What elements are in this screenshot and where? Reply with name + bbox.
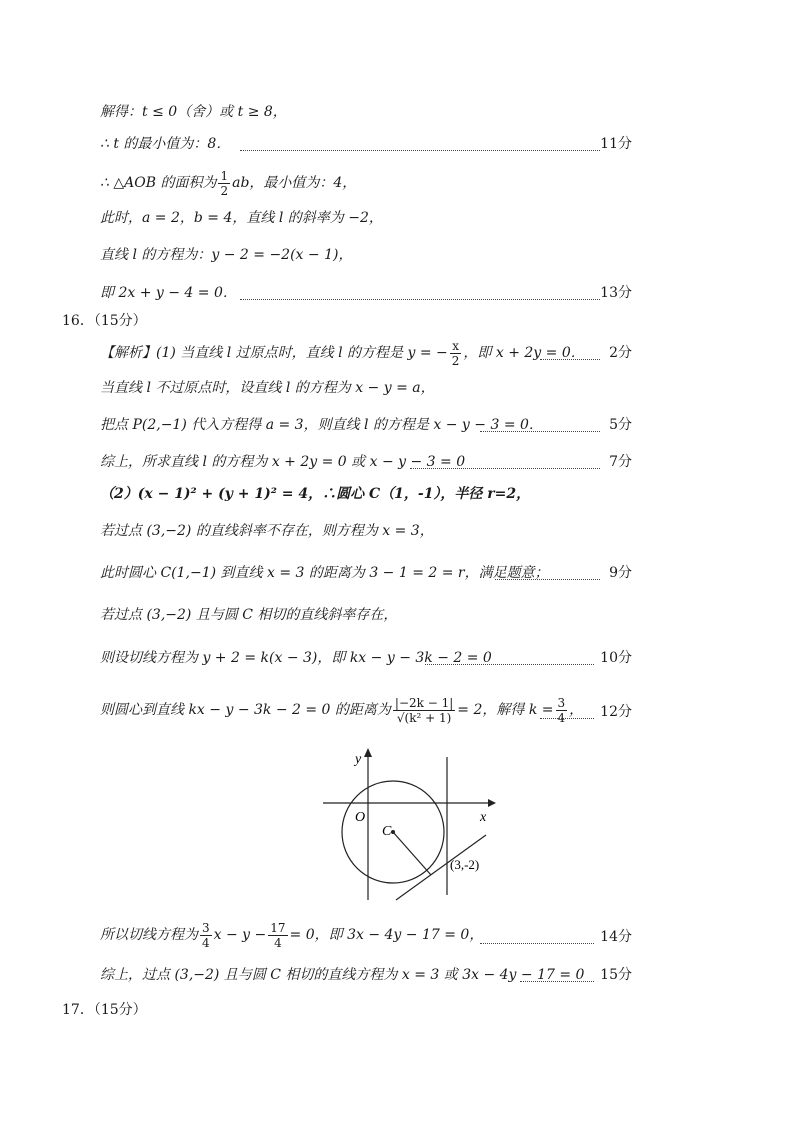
y-axis-arrow [364, 748, 372, 757]
score-label: 10分 [600, 650, 632, 666]
leader-dots [480, 431, 600, 432]
solution-line [100, 603, 632, 627]
solution-text: 综上，所求直线 l 的方程为 x + 2y = 0 或 x − y − 3 = 0 [100, 454, 466, 470]
fraction [556, 696, 568, 725]
fraction [218, 169, 230, 198]
fraction-numerator: 17 [270, 920, 286, 935]
fraction-denominator: 4 [202, 935, 210, 950]
score-label: 5分 [609, 417, 632, 433]
score-label: 15分 [600, 967, 632, 983]
leader-dots [540, 359, 600, 360]
solution-text: 所以切线方程为 [100, 927, 198, 943]
solution-line [100, 450, 632, 474]
fraction-numerator: x [450, 339, 462, 354]
center-point [391, 830, 395, 834]
solution-text: 综上，过点 (3,−2) 且与圆 C 相切的直线方程为 x = 3 或 3x − 4y − 17 = 0 [100, 967, 585, 983]
solution-line [100, 243, 632, 267]
leader-dots [520, 981, 594, 982]
x-axis-arrow [488, 799, 496, 807]
solution-line [100, 376, 632, 400]
solution-line [100, 336, 632, 370]
leader-dots [240, 150, 600, 151]
fraction [450, 339, 462, 368]
solution-line [100, 281, 632, 305]
solution-line [100, 646, 632, 670]
x-axis-label: x [480, 810, 487, 825]
solution-text: ∴ t 的最小值为：8． [100, 136, 231, 152]
fraction-numerator: 3 [557, 695, 566, 710]
point-label: (3,-2) [450, 857, 480, 872]
question-heading [62, 309, 632, 333]
leader-dots [410, 468, 600, 469]
solution-line [100, 561, 632, 585]
solution-text: 直线 l 的方程为：y − 2 = −2(x − 1)， [100, 247, 353, 263]
fraction-denominator: 4 [557, 710, 566, 725]
score-label: 13分 [600, 285, 632, 301]
solution-text: x − y − [213, 927, 267, 943]
fraction [268, 921, 287, 950]
fraction [393, 696, 455, 725]
question-number: 17．（15分） [62, 1002, 147, 1018]
solution-text: 若过点 (3,−2) 且与圆 C 相切的直线斜率存在， [100, 607, 398, 623]
solution-text: 此时圆心 C(1,−1) 到直线 x = 3 的距离为 3 − 1 = 2 = r，满足题意； [100, 565, 549, 581]
fraction-numerator: 3 [202, 920, 210, 935]
fraction-denominator: 4 [274, 935, 282, 950]
score-label: 11分 [600, 136, 632, 152]
radius-segment [393, 832, 431, 875]
fraction-numerator: |−2k − 1| [394, 695, 454, 710]
solution-line [100, 132, 632, 156]
fraction-denominator: √(k² + 1) [396, 710, 452, 725]
solution-text: ab，最小值为：4， [232, 175, 357, 191]
circle-tangent-figure [318, 745, 498, 905]
solution-text: 则圆心到直线 kx − y − 3k − 2 = 0 的距离为 [100, 702, 391, 718]
solution-text: 若过点 (3,−2) 的直线斜率不存在，则方程为 x = 3， [100, 523, 434, 539]
solution-text: 把点 P(2,−1) 代入方程得 a = 3，则直线 l 的方程是 x − y − 3 = 0． [100, 417, 543, 433]
score-label: 2分 [609, 345, 632, 361]
solution-line [100, 519, 632, 543]
leader-dots [240, 299, 600, 300]
score-label: 12分 [600, 704, 632, 720]
leader-dots [495, 579, 600, 580]
solution-text: ∴ △AOB 的面积为 [100, 175, 217, 191]
solution-text: 则设切线方程为 y + 2 = k(x − 3)，即 kx − y − 3k − 2 = 0 [100, 650, 492, 666]
solution-line [100, 100, 632, 124]
solution-text: 解得：t ≤ 0（舍）或 t ≥ 8， [100, 104, 287, 120]
solution-text: = 2，解得 k = [457, 702, 554, 718]
fraction-denominator: 2 [451, 353, 460, 368]
solution-line [100, 482, 632, 506]
solution-text: = 0，即 3x − 4y − 17 = 0， [289, 927, 484, 943]
solution-line [100, 915, 632, 955]
question-number: 16．（15分） [62, 313, 147, 329]
fraction-denominator: 2 [220, 183, 229, 198]
fraction [200, 921, 212, 950]
solution-text: ，即 x + 2y = 0． [463, 345, 585, 361]
score-label: 14分 [600, 929, 632, 945]
score-label: 9分 [609, 565, 632, 581]
solution-text: 【解析】(1) 当直线 l 过原点时，直线 l 的方程是 y = − [100, 345, 448, 361]
solution-line [100, 690, 632, 730]
solution-line [100, 206, 632, 230]
solution-line [100, 168, 632, 198]
leader-dots [480, 943, 594, 944]
solution-text: 当直线 l 不过原点时，设直线 l 的方程为 x − y = a， [100, 380, 435, 396]
fraction-numerator: 1 [220, 168, 229, 183]
solution-text: （2）(x − 1)² + (y + 1)² = 4，∴圆心 C（1，-1），半径 r=2， [100, 486, 531, 502]
y-axis-label: y [355, 752, 362, 767]
solution-line [100, 413, 632, 437]
score-label: 7分 [609, 454, 632, 470]
leader-dots [425, 664, 594, 665]
solution-text: 此时，a = 2，b = 4，直线 l 的斜率为 −2， [100, 210, 383, 226]
question-heading [62, 998, 632, 1022]
solution-text: ， [569, 702, 584, 718]
origin-label: O [355, 810, 366, 825]
leader-dots [540, 718, 594, 719]
solution-text: 即 2x + y − 4 = 0． [100, 285, 237, 301]
center-label: C [382, 824, 392, 839]
solution-line [100, 963, 632, 987]
